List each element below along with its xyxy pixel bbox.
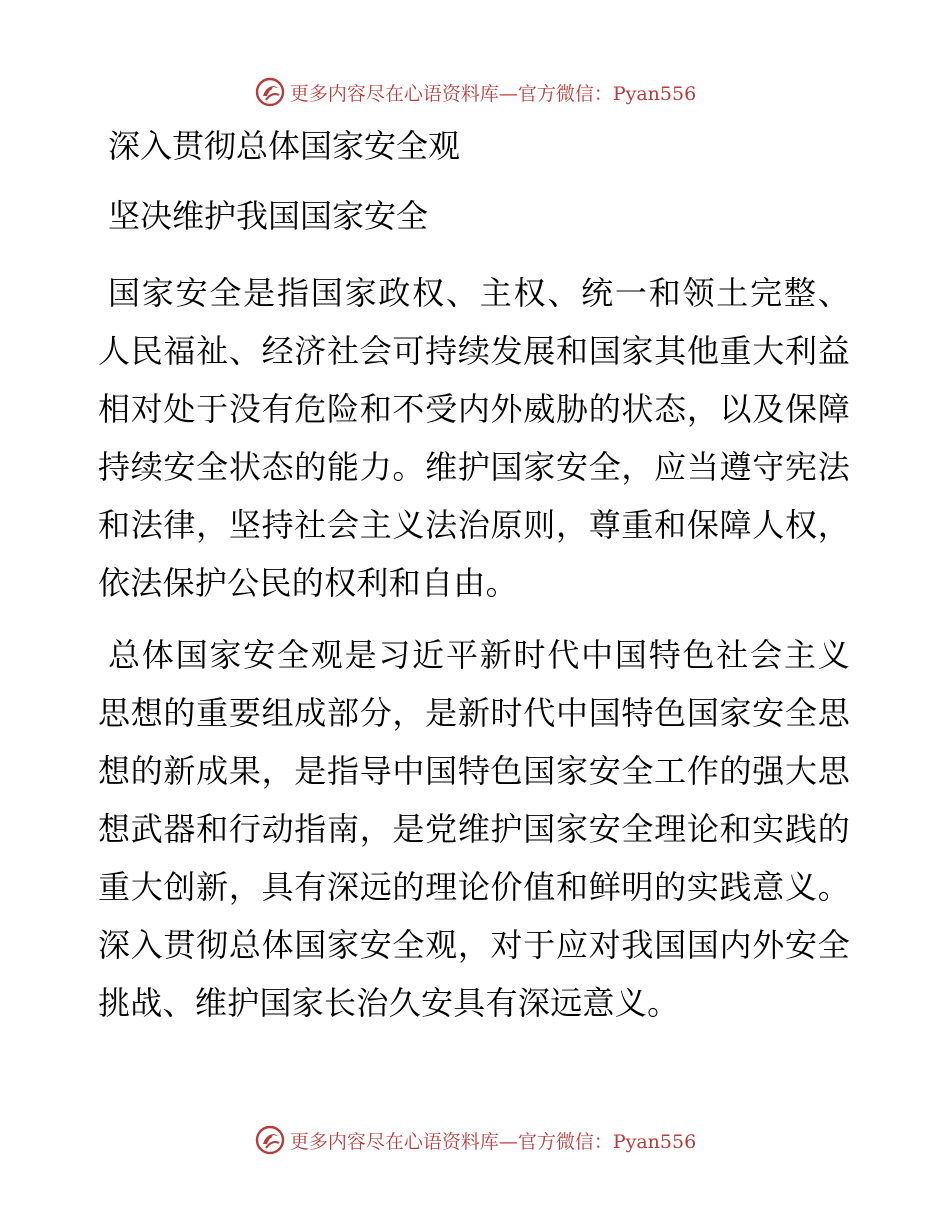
header-banner-text: 更多内容尽在心语资料库—官方微信：Pyan556 [289,82,697,105]
footer-banner [0,1120,950,1160]
header-banner [0,72,950,112]
footer-banner-text: 更多内容尽在心语资料库—官方微信：Pyan556 [289,1130,697,1153]
document-title: 深入贯彻总体国家安全观 [108,127,461,165]
document-body [98,124,850,1046]
paragraph-2: 总体国家安全观是习近平新时代中国特色社会主义思想的重要组成部分，是新时代中国特色国家安全思想的新成果，是指导中国特色国家安全工作的强大思想武器和行动指南，是党维护国家安全理论和实践的重大创新，具有深远的理论价值和鲜明的实践意义。深入贯彻总体国家安全观，对于应对我国国内外安全挑战、维护国家长治久安具有深远意义。 [98,636,850,1022]
swirl-logo-icon [254,76,286,108]
document-subtitle: 坚决维护我国国家安全 [108,197,429,235]
swirl-logo-icon [254,1124,286,1156]
paragraph-1: 国家安全是指国家政权、主权、统一和领土完整、人民福祉、经济社会可持续发展和国家其他重大利益相对处于没有危险和不受内外威胁的状态，以及保障持续安全状态的能力。维护国家安全，应当遵守宪法和法律，坚持社会主义法治原则，尊重和保障人权，依法保护公民的权利和自由。 [98,274,850,602]
